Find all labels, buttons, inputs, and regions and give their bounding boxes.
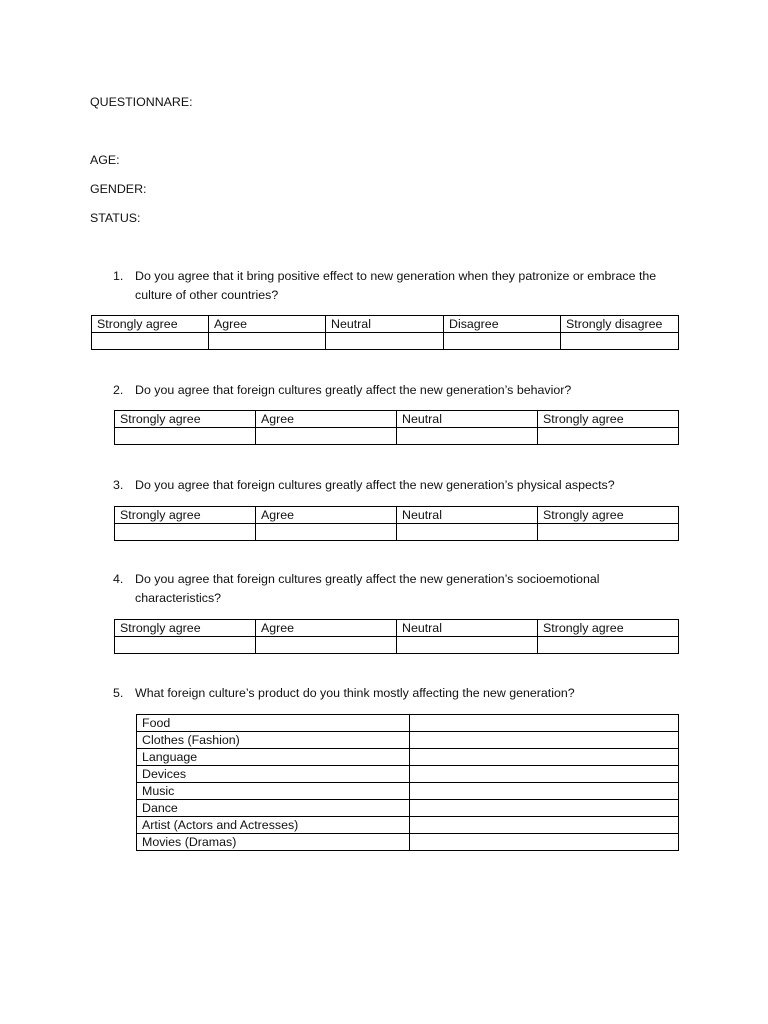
product-row bbox=[137, 834, 679, 851]
product-row bbox=[137, 783, 679, 800]
answer-cell[interactable] bbox=[397, 524, 538, 541]
options-row bbox=[115, 620, 679, 637]
question-2 bbox=[113, 381, 683, 400]
options-row bbox=[115, 411, 679, 428]
product-label: Dance bbox=[137, 800, 410, 817]
product-row bbox=[137, 800, 679, 817]
product-answer-cell[interactable] bbox=[410, 715, 679, 732]
answer-cell[interactable] bbox=[326, 333, 444, 350]
option-strongly-agree: Strongly agree bbox=[538, 620, 679, 637]
product-label: Language bbox=[137, 749, 410, 766]
question-text: Do you agree that foreign cultures greatly affect the new generation’s socioemotional characteristics? bbox=[135, 572, 600, 605]
question-text: Do you agree that foreign cultures greatly affect the new generation’s behavior? bbox=[135, 383, 572, 397]
question-number: 2. bbox=[113, 383, 124, 397]
answer-row bbox=[115, 524, 679, 541]
answer-cell[interactable] bbox=[115, 637, 256, 654]
question-1 bbox=[113, 267, 683, 305]
product-answer-cell[interactable] bbox=[410, 766, 679, 783]
response-table-3 bbox=[114, 506, 679, 541]
answer-cell[interactable] bbox=[115, 524, 256, 541]
product-answer-cell[interactable] bbox=[410, 817, 679, 834]
answer-cell[interactable] bbox=[209, 333, 326, 350]
product-label: Food bbox=[137, 715, 410, 732]
option-strongly-agree: Strongly agree bbox=[92, 316, 209, 333]
option-disagree: Disagree bbox=[444, 316, 561, 333]
options-row bbox=[92, 316, 679, 333]
question-number: 5. bbox=[113, 686, 124, 700]
answer-cell[interactable] bbox=[538, 524, 679, 541]
answer-cell[interactable] bbox=[444, 333, 561, 350]
product-row bbox=[137, 715, 679, 732]
product-row bbox=[137, 732, 679, 749]
option-agree: Agree bbox=[256, 620, 397, 637]
answer-cell[interactable] bbox=[92, 333, 209, 350]
product-label: Devices bbox=[137, 766, 410, 783]
question-text: What foreign culture’s product do you think mostly affecting the new generation? bbox=[135, 686, 575, 700]
option-neutral: Neutral bbox=[397, 507, 538, 524]
option-agree: Agree bbox=[256, 507, 397, 524]
product-answer-cell[interactable] bbox=[410, 783, 679, 800]
question-text: Do you agree that foreign cultures greatly affect the new generation’s physical aspects? bbox=[135, 478, 615, 492]
question-4 bbox=[113, 570, 683, 608]
response-table-2 bbox=[114, 410, 679, 445]
answer-cell[interactable] bbox=[115, 428, 256, 445]
option-agree: Agree bbox=[209, 316, 326, 333]
question-number: 3. bbox=[113, 478, 124, 492]
question-3 bbox=[113, 476, 683, 495]
response-table-1 bbox=[91, 315, 679, 350]
answer-cell[interactable] bbox=[538, 428, 679, 445]
answer-row bbox=[115, 428, 679, 445]
product-label: Music bbox=[137, 783, 410, 800]
option-strongly-agree: Strongly agree bbox=[538, 507, 679, 524]
product-answer-cell[interactable] bbox=[410, 732, 679, 749]
status-label: STATUS: bbox=[90, 211, 141, 225]
answer-row bbox=[92, 333, 679, 350]
question-5 bbox=[113, 684, 683, 703]
option-strongly-agree: Strongly agree bbox=[115, 411, 256, 428]
options-row bbox=[115, 507, 679, 524]
gender-label: GENDER: bbox=[90, 182, 147, 196]
option-strongly-agree: Strongly agree bbox=[538, 411, 679, 428]
answer-row bbox=[115, 637, 679, 654]
option-neutral: Neutral bbox=[326, 316, 444, 333]
answer-cell[interactable] bbox=[561, 333, 679, 350]
question-number: 4. bbox=[113, 572, 124, 586]
response-table-4 bbox=[114, 619, 679, 654]
answer-cell[interactable] bbox=[397, 428, 538, 445]
product-row bbox=[137, 749, 679, 766]
product-table bbox=[136, 714, 679, 851]
product-row bbox=[137, 766, 679, 783]
question-number: 1. bbox=[113, 269, 124, 283]
product-answer-cell[interactable] bbox=[410, 800, 679, 817]
option-strongly-disagree: Strongly disagree bbox=[561, 316, 679, 333]
product-answer-cell[interactable] bbox=[410, 749, 679, 766]
answer-cell[interactable] bbox=[256, 524, 397, 541]
answer-cell[interactable] bbox=[256, 428, 397, 445]
option-strongly-agree: Strongly agree bbox=[115, 620, 256, 637]
answer-cell[interactable] bbox=[538, 637, 679, 654]
option-agree: Agree bbox=[256, 411, 397, 428]
option-neutral: Neutral bbox=[397, 411, 538, 428]
product-answer-cell[interactable] bbox=[410, 834, 679, 851]
age-label: AGE: bbox=[90, 153, 120, 167]
option-strongly-agree: Strongly agree bbox=[115, 507, 256, 524]
answer-cell[interactable] bbox=[397, 637, 538, 654]
option-neutral: Neutral bbox=[397, 620, 538, 637]
product-label: Clothes (Fashion) bbox=[137, 732, 410, 749]
answer-cell[interactable] bbox=[256, 637, 397, 654]
question-text: Do you agree that it bring positive effect to new generation when they patronize or embrace the culture of other countries? bbox=[135, 269, 657, 302]
product-row bbox=[137, 817, 679, 834]
product-label: Artist (Actors and Actresses) bbox=[137, 817, 410, 834]
document-title: QUESTIONNARE: bbox=[90, 95, 193, 109]
product-label: Movies (Dramas) bbox=[137, 834, 410, 851]
